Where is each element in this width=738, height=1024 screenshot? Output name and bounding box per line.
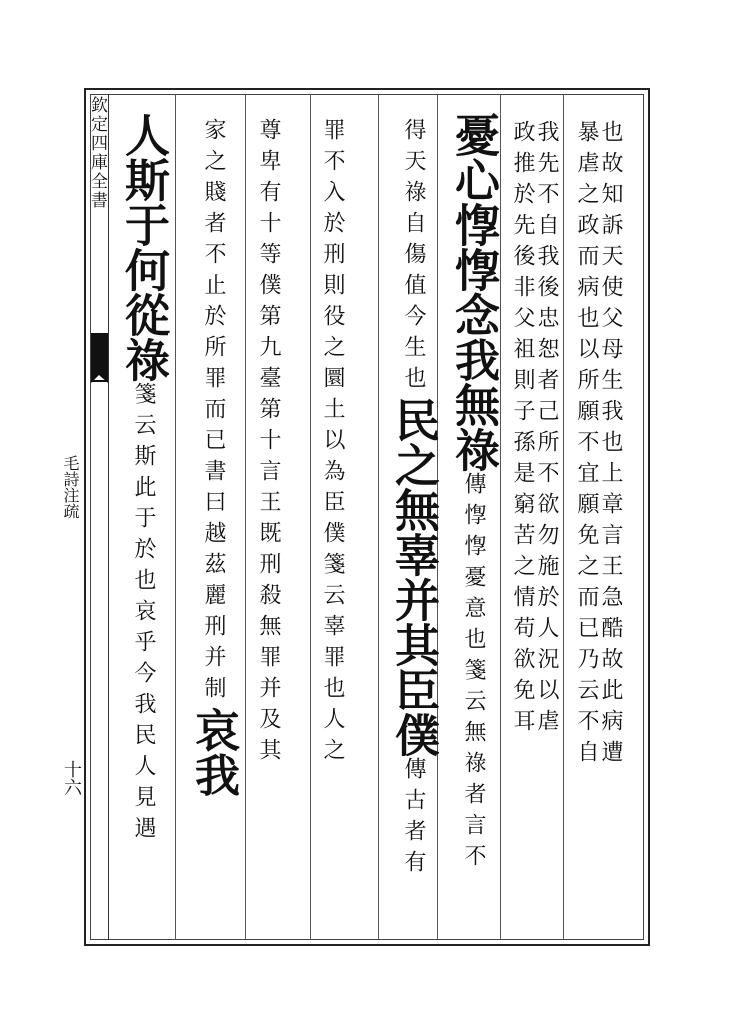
text-column-7 bbox=[188, 118, 238, 928]
column-rule bbox=[175, 94, 176, 940]
spine-title: 欽定四庫全書 bbox=[87, 96, 107, 210]
main-text: 民之無辜并其臣僕 bbox=[387, 397, 440, 757]
page-number: 十六 bbox=[61, 760, 82, 796]
text-column-6 bbox=[256, 118, 280, 928]
column-rule bbox=[563, 94, 564, 940]
column-rule bbox=[500, 94, 501, 940]
text-column-8 bbox=[118, 112, 168, 922]
column-rule bbox=[310, 94, 311, 940]
main-text: 人斯于何從祿 bbox=[117, 112, 170, 382]
fishtail-mark bbox=[91, 333, 108, 375]
column-rule bbox=[245, 94, 246, 940]
commentary-line: 政推於先後非父祖則子孫是窮苦之情苟欲免耳 bbox=[510, 120, 535, 740]
text-column-1 bbox=[574, 120, 622, 930]
commentary-text: 箋云斯此于於也哀乎今我民人見遇 bbox=[131, 382, 156, 847]
commentary-line: 我先不自我後忠恕者己所不欲勿施於人況以虐 bbox=[534, 120, 559, 740]
main-text: 憂心惸惸念我無祿 bbox=[447, 112, 500, 472]
text-column-3 bbox=[448, 112, 498, 922]
text-column-2 bbox=[510, 120, 558, 930]
page-inner-border bbox=[87, 94, 644, 940]
fishtail-rule bbox=[91, 380, 108, 382]
commentary-text: 得天祿自傷值今生也 bbox=[401, 118, 426, 397]
commentary-line: 暴虐之政而病也以所願不宜願免之而已乃云不自 bbox=[574, 120, 599, 771]
text-column-4 bbox=[388, 118, 438, 928]
commentary-text: 尊卑有十等僕第九臺第十言王既刑殺無罪并及其 bbox=[256, 118, 281, 769]
spine-divider bbox=[108, 94, 109, 940]
commentary-text: 罪不入於刑則役之圜土以為臣僕箋云辜罪也人之 bbox=[320, 118, 345, 769]
commentary-text: 家之賤者不止於所罪而已書曰越茲麗刑并制 bbox=[201, 118, 226, 707]
text-column-5 bbox=[320, 118, 344, 928]
main-text: 哀我 bbox=[187, 707, 240, 797]
commentary-text: 傳惸惸憂意也箋云無祿者言不 bbox=[461, 472, 486, 875]
commentary-line: 也故知訴天使父母生我也上章言王急酷故此病遭 bbox=[598, 120, 623, 771]
commentary-text: 傳古者有 bbox=[401, 757, 426, 881]
column-rule bbox=[378, 94, 379, 940]
book-title: 毛詩注疏 bbox=[61, 455, 80, 519]
